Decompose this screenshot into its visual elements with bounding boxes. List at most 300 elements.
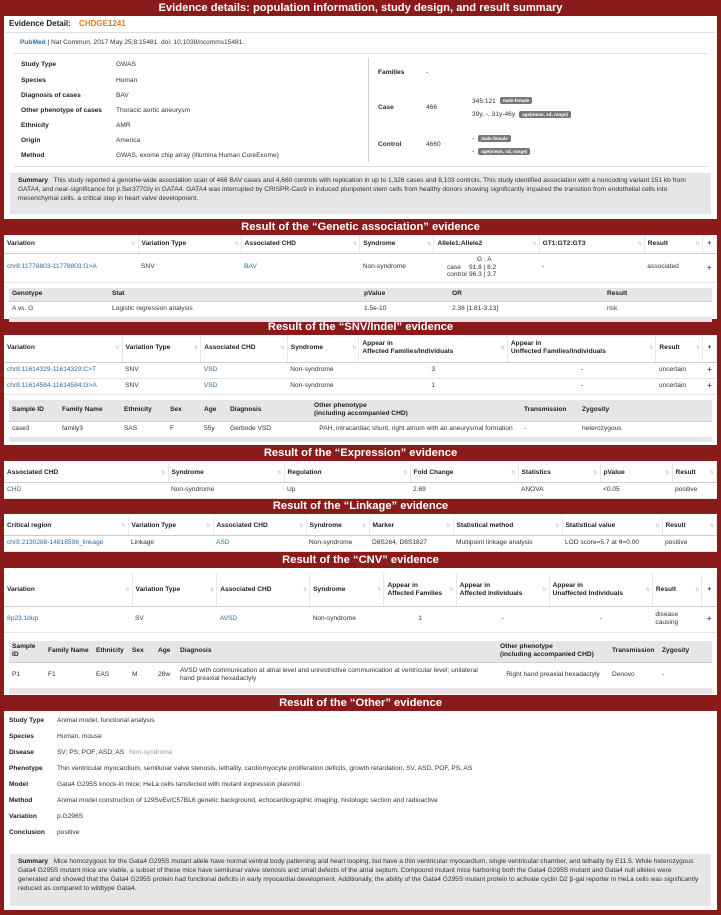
column-header[interactable] <box>604 288 712 302</box>
linkage-panel <box>4 514 717 552</box>
column-header-label: Statistical value <box>565 521 616 529</box>
variation-link[interactable]: chr8:11778803-11778803:G>A <box>7 263 97 271</box>
column-header-label: Other phenotype (including accompanied CHD) <box>500 643 594 659</box>
info-key: Diagnosis of cases <box>21 91 81 99</box>
column-header[interactable] <box>652 574 702 606</box>
column-header[interactable] <box>177 641 497 663</box>
sort-icon[interactable]: ⇅ <box>353 240 358 247</box>
sort-icon[interactable]: ⇅ <box>500 345 505 352</box>
column-header-label: Appear in Affected Families/Individuals <box>362 340 454 356</box>
info-row <box>18 103 368 118</box>
table-cell: Non-syndrome <box>306 535 369 551</box>
summary-text: This study reported a genome-wide association scan of 466 BAV cases and 4,660 controls with replication in up to 1,326 cases and 8,103 controls. This study identified association with a noncoding variant 151 kb from GATA4, and near-significance for p.Ser377Gly in GATA4. GATA4 was interrupted by CRISPR-Cas9 in induced pluripotent stem cells from healthy donors showing significantly impaired the transition from endothelial cells into mesenchymal cells, a critical step in heart valve development. <box>18 177 686 202</box>
allele-frequencies <box>434 253 539 282</box>
expand-button[interactable]: + <box>703 362 717 378</box>
table-cell: EAS <box>93 663 129 688</box>
column-header-label: Sample ID <box>12 643 36 659</box>
info-key: Ethnicity <box>21 122 49 130</box>
sort-icon[interactable]: ⇅ <box>655 522 660 529</box>
case-value: 466 <box>426 103 438 111</box>
table-cell: family3 <box>59 422 121 437</box>
sort-icon[interactable]: ⇅ <box>593 469 598 476</box>
genotype-ratio: - <box>539 253 644 282</box>
evidence-summary <box>10 173 711 214</box>
info-row <box>18 149 368 164</box>
table-cell: F1 <box>45 663 93 688</box>
info-value: BAV <box>116 91 129 99</box>
result: uncertain <box>656 378 703 394</box>
column-header-label: Appear in Unffected Families/Individuals <box>510 340 606 356</box>
summary-label: Summary <box>18 177 49 184</box>
column-header[interactable] <box>217 574 310 606</box>
column-header[interactable] <box>518 464 600 482</box>
control-value: 4660 <box>426 141 441 149</box>
control-label: control <box>446 271 467 279</box>
column-header[interactable] <box>128 517 213 535</box>
info-row <box>6 809 719 825</box>
case-age-row <box>472 108 672 121</box>
column-header[interactable] <box>9 400 59 422</box>
expand-button[interactable]: + <box>702 606 717 632</box>
expression-panel <box>4 461 717 498</box>
table-cell: Denovo <box>609 663 659 688</box>
info-value-text: p.G296S <box>57 812 84 820</box>
sort-icon[interactable]: ⇅ <box>532 240 537 247</box>
sort-icon[interactable]: ⇅ <box>234 240 239 247</box>
table-cell: AVSD with communication at atrial level and unrestrictive communication at ventricular level; unilateral hand preaxial hexadactyly <box>177 663 497 688</box>
cell-link[interactable]: ASD <box>216 538 230 546</box>
column-header-label: Zygosity <box>582 406 610 414</box>
associated-chd-link[interactable]: VSD <box>203 381 218 389</box>
table-cell: - <box>521 422 579 437</box>
sort-icon[interactable]: ⇅ <box>362 522 367 529</box>
table-row <box>4 535 717 551</box>
syndrome: Non-syndrome <box>287 378 359 394</box>
column-header[interactable] <box>672 464 717 482</box>
table-row <box>4 606 717 632</box>
table-cell: Non-syndrome <box>168 482 284 498</box>
column-header[interactable] <box>287 335 359 362</box>
age-badge: age(mean, sd, range) <box>478 148 530 155</box>
result: associated <box>644 253 702 282</box>
expression-title: Result of the “Expression” evidence <box>263 447 458 459</box>
column-header[interactable] <box>4 335 122 362</box>
info-value: GWAS, exome chip array (Illumina Human CoreExome) <box>116 152 279 160</box>
column-header-label: Diagnosis <box>230 406 262 414</box>
column-header-label: Appear in Affected Individuals <box>459 581 523 597</box>
column-header-label: + <box>707 344 712 352</box>
sort-icon[interactable]: ⇅ <box>709 469 714 476</box>
column-header-label: Zygosity <box>662 647 690 655</box>
column-header-label: Syndrome <box>313 585 346 593</box>
sort-icon[interactable]: ⇅ <box>709 522 714 529</box>
column-header-label: Statistical method <box>456 521 514 529</box>
column-header[interactable] <box>434 235 539 253</box>
column-header[interactable] <box>306 517 369 535</box>
column-header[interactable] <box>4 235 138 253</box>
case-age: 39y, -, 31y-46y <box>472 110 516 118</box>
table-cell: 2.38 [1.81-3.13] <box>449 302 604 317</box>
sort-icon[interactable]: ⇅ <box>511 469 516 476</box>
info-key: Method <box>21 152 45 160</box>
column-header[interactable] <box>449 288 604 302</box>
sort-icon[interactable]: ⇅ <box>649 345 654 352</box>
column-header[interactable] <box>656 335 703 362</box>
column-header[interactable] <box>59 400 121 422</box>
control-label: Control <box>378 141 402 149</box>
column-header-label: Other phenotype (including accompanied CHD) <box>314 402 408 418</box>
column-header[interactable] <box>167 400 201 422</box>
evidence-id: CHDGE1241 <box>79 19 126 28</box>
table-row <box>9 663 712 688</box>
column-header-label: OR <box>452 290 462 298</box>
column-header[interactable] <box>122 335 201 362</box>
sort-icon[interactable]: ⇅ <box>125 586 130 593</box>
column-header-label: Variation Type <box>135 585 181 593</box>
cnv-table <box>4 574 717 633</box>
table-cell: - <box>659 663 712 688</box>
info-row <box>18 119 368 134</box>
column-header-label: Family Name <box>48 647 89 655</box>
table-cell: ANOVA <box>518 482 600 498</box>
column-header[interactable] <box>521 400 579 422</box>
column-header[interactable] <box>644 235 702 253</box>
affected-individuals: - <box>456 606 549 632</box>
column-header-label: Age <box>158 647 171 655</box>
cell-link[interactable]: chr8:2130288-14818598_linkage <box>7 538 104 546</box>
column-header[interactable] <box>311 400 521 422</box>
table-cell: LOD score=5.7 at θ=0.00 <box>562 535 662 551</box>
column-header-label: Result <box>607 290 628 298</box>
affected-count: 3 <box>359 362 508 378</box>
variation-type: SNV <box>138 253 241 282</box>
evidence-detail-panel <box>4 16 717 219</box>
column-header[interactable] <box>456 574 549 606</box>
column-header[interactable] <box>703 335 717 362</box>
column-header-label: Allele1:Allele2 <box>437 239 483 247</box>
sort-icon[interactable]: ⇅ <box>352 345 357 352</box>
control-mf-row <box>472 132 672 145</box>
column-header-label: Appear in Unaffected Individuals <box>552 581 624 597</box>
info-value-text: Gata4 G295S knock-in mice; HeLa cells tansfected with mutant expression plasmid <box>57 780 300 788</box>
info-row <box>6 825 719 841</box>
column-header-label: Associated CHD <box>204 344 256 352</box>
column-header-label: Appear in Affected Families <box>387 581 443 597</box>
column-header-label: Result <box>647 239 668 247</box>
column-header[interactable] <box>4 574 132 606</box>
table-cell: <0.05 <box>600 482 672 498</box>
case-freq: 91.8 | 8.2 <box>468 263 497 271</box>
column-header[interactable] <box>9 641 45 663</box>
column-header[interactable] <box>168 464 284 482</box>
control-age: - <box>472 148 475 156</box>
male-female-badge: male:female <box>478 135 511 142</box>
column-header[interactable] <box>360 235 434 253</box>
sort-icon[interactable]: ⇅ <box>449 586 454 593</box>
column-header[interactable] <box>284 464 410 482</box>
sort-icon[interactable]: ⇅ <box>161 469 166 476</box>
column-header[interactable] <box>359 335 508 362</box>
sort-icon[interactable]: ⇅ <box>115 345 120 352</box>
sort-icon[interactable]: ⇅ <box>645 586 650 593</box>
other-title: Result of the “Other” evidence <box>279 697 442 709</box>
info-value: AMR <box>116 122 131 130</box>
control-freq: 96.3 | 3.7 <box>468 271 497 279</box>
column-header-label: Family Name <box>62 406 103 414</box>
cell-link[interactable]: CHD <box>7 485 22 493</box>
column-header-label: Transmission <box>612 647 655 655</box>
unaffected-count: - <box>507 378 656 394</box>
info-value: Human <box>116 76 138 84</box>
info-key: Study Type <box>21 61 57 69</box>
column-header-label: Result <box>665 521 686 529</box>
pubmed-link[interactable]: PubMed <box>20 39 46 46</box>
column-header[interactable] <box>138 235 241 253</box>
info-row <box>6 761 719 777</box>
info-value-text: Human, mouse <box>57 732 102 740</box>
sort-icon[interactable]: ⇅ <box>555 522 560 529</box>
info-key: Disease <box>9 748 34 756</box>
column-header-label: Associated CHD <box>216 521 268 529</box>
linkage-title: Result of the “Linkage” evidence <box>272 500 449 512</box>
sort-icon[interactable]: ⇅ <box>446 522 451 529</box>
info-value <box>54 713 719 729</box>
column-header-label: Fold Change <box>413 468 454 476</box>
info-value <box>54 793 719 809</box>
info-row <box>6 729 719 745</box>
info-value <box>54 777 719 793</box>
table-row <box>4 378 717 394</box>
age-badge: age(mean, sd, range) <box>519 111 571 118</box>
sort-icon[interactable]: ⇅ <box>695 240 700 247</box>
male-female-badge: male:female <box>500 97 533 104</box>
column-header-label: + <box>707 239 712 247</box>
column-header-label: Associated CHD <box>220 585 272 593</box>
sort-icon[interactable]: ⇅ <box>277 469 282 476</box>
column-header[interactable] <box>507 335 656 362</box>
column-header-label: Stat <box>112 290 125 298</box>
column-header[interactable] <box>579 400 712 422</box>
snv-indel-title: Result of the “SNV/Indel” evidence <box>267 321 454 333</box>
column-header[interactable] <box>539 235 644 253</box>
column-header[interactable] <box>201 335 288 362</box>
table-row <box>4 482 717 498</box>
allele-header: G : A <box>476 256 492 264</box>
column-header[interactable] <box>702 235 716 253</box>
sort-icon[interactable]: ⇅ <box>637 240 642 247</box>
column-header-label: Result <box>675 468 696 476</box>
column-header[interactable] <box>702 574 717 606</box>
sort-icon[interactable]: ⇅ <box>302 586 308 593</box>
column-header-label: Syndrome <box>171 468 204 476</box>
column-header[interactable] <box>93 641 129 663</box>
column-header[interactable] <box>310 574 384 606</box>
column-header[interactable] <box>384 574 456 606</box>
info-key: Phenotype <box>9 764 43 772</box>
column-header[interactable] <box>609 641 659 663</box>
table-row <box>9 422 712 437</box>
info-value <box>54 745 719 761</box>
affected-count: 1 <box>359 378 508 394</box>
column-header[interactable] <box>213 517 306 535</box>
case-label: Case <box>378 103 394 111</box>
column-header[interactable] <box>129 641 155 663</box>
table-cell: 1.5e-10 <box>361 302 449 317</box>
column-header[interactable] <box>562 517 662 535</box>
column-header[interactable] <box>662 517 717 535</box>
affected-families: 1 <box>384 606 456 632</box>
sort-icon[interactable]: ⇅ <box>696 345 701 352</box>
info-key: Study Type <box>9 716 45 724</box>
associated-chd-link[interactable]: AVSD <box>219 614 238 622</box>
unaffected-individuals: - <box>549 606 652 632</box>
table-cell: 55y <box>201 422 227 437</box>
info-row <box>18 58 368 73</box>
control-age-row <box>472 145 672 158</box>
info-value: America <box>116 137 141 145</box>
info-value: Thoracic aortic aneurysm <box>116 106 191 114</box>
info-row <box>6 745 719 761</box>
sort-icon[interactable]: ⇅ <box>210 586 215 593</box>
sort-icon[interactable]: ⇅ <box>131 240 136 247</box>
sort-icon[interactable]: ⇅ <box>194 345 199 352</box>
sort-icon[interactable]: ⇅ <box>299 522 304 529</box>
genetic-detail-subtable <box>9 288 712 322</box>
table-cell: M <box>129 663 155 688</box>
variation-link[interactable]: chr8:11614329-11614329:C>T <box>7 365 97 373</box>
column-header[interactable] <box>132 574 217 606</box>
table-cell: D8S264, D8S1827 <box>369 535 453 551</box>
column-header[interactable] <box>497 641 609 663</box>
column-header[interactable] <box>121 400 167 422</box>
column-header-label: pValue <box>364 290 386 298</box>
column-header[interactable] <box>600 464 672 482</box>
column-header[interactable] <box>9 288 109 302</box>
citation-text: | Nat Commun. 2017 May 25;8:15481. doi: 10.1038/ncomms15481. <box>47 39 245 46</box>
table-cell: SAS <box>121 422 167 437</box>
info-value-text: positive <box>57 828 80 836</box>
info-row <box>18 73 368 88</box>
column-header-label: pValue <box>603 468 625 476</box>
column-header-label: Variation <box>7 239 35 247</box>
genetic-association-title: Result of the “Genetic association” evidence <box>241 221 480 233</box>
population-info <box>4 54 717 164</box>
result: disease causing <box>652 606 702 632</box>
other-evidence-table <box>6 713 719 841</box>
evidence-id-row <box>4 16 717 32</box>
sort-icon[interactable]: ⇅ <box>665 469 670 476</box>
sort-icon[interactable]: ⇅ <box>542 586 547 593</box>
sort-icon[interactable]: ⇅ <box>280 345 285 352</box>
table-cell: Multipoint linkage analysis <box>453 535 562 551</box>
table-cell: PAH, intracardiac shunt, right atrium with an aneurysmal formation <box>311 422 521 437</box>
cnv-detail-subtable <box>9 641 712 694</box>
associated-chd-link[interactable]: BAV <box>244 263 257 271</box>
variation-type: SNV <box>122 362 201 378</box>
column-header-label: Variation Type <box>131 521 177 529</box>
column-header[interactable] <box>659 641 712 663</box>
expression-table <box>4 464 717 499</box>
control-mf: - <box>472 135 475 143</box>
info-row <box>6 777 719 793</box>
column-header-label: Result <box>655 585 677 593</box>
column-header-label: Sex <box>170 406 182 414</box>
column-header-label: Regulation <box>287 468 322 476</box>
column-header-label: Critical region <box>7 521 52 529</box>
column-header-label: Variation Type <box>141 239 187 247</box>
variation-link[interactable]: chr8:11614584-11614584:G>A <box>7 381 97 389</box>
sort-icon[interactable]: ⇅ <box>427 240 432 247</box>
column-header[interactable] <box>4 464 168 482</box>
expand-button[interactable]: + <box>703 378 717 394</box>
column-header[interactable] <box>227 400 311 422</box>
sort-icon[interactable]: ⇅ <box>206 522 211 529</box>
column-header[interactable] <box>361 288 449 302</box>
sort-icon[interactable]: ⇅ <box>695 586 700 593</box>
info-row <box>18 134 368 149</box>
expand-button[interactable]: + <box>702 253 716 282</box>
table-cell: Linkage <box>128 535 213 551</box>
column-header[interactable] <box>410 464 518 482</box>
table-cell: case3 <box>9 422 59 437</box>
syndrome: Non-syndrome <box>287 362 359 378</box>
table-cell: Up <box>284 482 410 498</box>
table-cell: risk <box>604 302 712 317</box>
sort-icon[interactable]: ⇅ <box>121 522 126 529</box>
column-header[interactable] <box>4 517 128 535</box>
table-cell: F <box>167 422 201 437</box>
unaffected-count: - <box>507 362 656 378</box>
variation-link[interactable]: 8p23.1dup <box>7 614 39 622</box>
info-key: Species <box>9 732 34 740</box>
info-key: Species <box>21 76 46 84</box>
sort-icon[interactable]: ⇅ <box>403 469 408 476</box>
column-header-label: + <box>707 585 712 593</box>
info-value <box>54 761 719 777</box>
column-header[interactable] <box>241 235 360 253</box>
associated-chd-link[interactable]: VSD <box>203 365 218 373</box>
evidence-details-title: Evidence details: population information, study design, and result summary <box>158 2 563 14</box>
table-cell: A vs. G <box>9 302 109 317</box>
table-row <box>4 253 717 282</box>
sort-icon[interactable]: ⇅ <box>377 586 382 593</box>
case-mf-row <box>472 95 672 108</box>
column-header-label: Variation Type <box>125 344 171 352</box>
column-header[interactable] <box>369 517 453 535</box>
info-row <box>6 793 719 809</box>
column-header[interactable] <box>155 641 177 663</box>
column-header-label: Variation <box>7 344 35 352</box>
table-cell: Gerbode VSD <box>227 422 311 437</box>
other-panel <box>4 711 717 910</box>
column-header[interactable] <box>201 400 227 422</box>
table-row <box>4 362 717 378</box>
genetic-association-panel <box>4 235 717 319</box>
syndrome-note: Non-syndrome <box>129 748 173 756</box>
cnv-panel <box>4 568 717 695</box>
variation-type: SV <box>132 606 217 632</box>
summary-label: Summary <box>18 858 49 865</box>
column-header[interactable] <box>549 574 652 606</box>
column-header-label: Sex <box>132 647 144 655</box>
info-key: Origin <box>21 137 41 145</box>
column-header[interactable] <box>109 288 361 302</box>
column-header[interactable] <box>453 517 562 535</box>
families-label: Families <box>378 69 405 77</box>
info-key: Model <box>9 780 29 788</box>
info-value <box>54 825 719 841</box>
column-header[interactable] <box>45 641 93 663</box>
